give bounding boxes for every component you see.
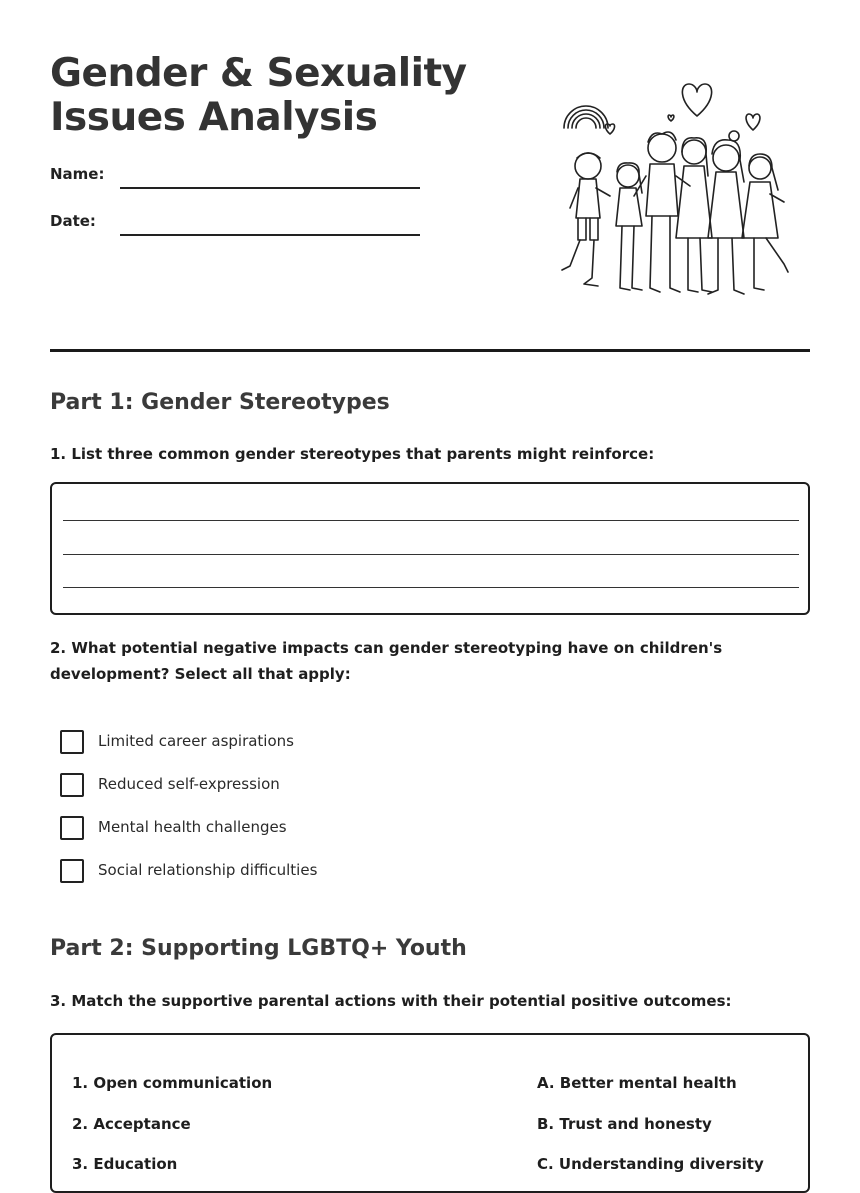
question-2: 2. What potential negative impacts can gender stereotyping have on children's development? Select all that apply: [50, 639, 723, 683]
rainbow-icon [564, 106, 608, 128]
answer-line[interactable] [63, 554, 799, 555]
question-1: 1. List three common gender stereotypes that parents might reinforce: [50, 445, 655, 463]
part1-title: Part 1: Gender Stereotypes [50, 390, 390, 415]
checkbox-label: Mental health challenges [98, 818, 287, 836]
children-group-illustration [548, 78, 798, 304]
child-figure [562, 153, 610, 286]
match-action[interactable]: 2. Acceptance [72, 1115, 191, 1133]
checkbox[interactable] [60, 859, 84, 883]
child-figure [676, 138, 712, 292]
part2-title: Part 2: Supporting LGBTQ+ Youth [50, 936, 467, 961]
child-figure [742, 154, 788, 290]
matching-box [50, 1033, 810, 1193]
match-action[interactable]: 1. Open communication [72, 1074, 273, 1092]
answer-box[interactable] [50, 482, 810, 615]
checkbox-label: Reduced self-expression [98, 775, 280, 793]
checkbox-option[interactable] [60, 730, 460, 754]
checkbox-option[interactable] [60, 859, 460, 883]
checkbox-label: Social relationship difficulties [98, 861, 318, 879]
match-outcome[interactable]: C. Understanding diversity [537, 1155, 764, 1173]
name-field[interactable] [120, 161, 420, 189]
answer-line[interactable] [63, 520, 799, 521]
name-field-row [50, 161, 420, 191]
child-figure [634, 132, 690, 292]
heart-icon [682, 84, 711, 116]
date-field[interactable] [120, 208, 420, 236]
checkbox[interactable] [60, 773, 84, 797]
question-3: 3. Match the supportive parental actions with their potential positive outcomes: [50, 992, 732, 1010]
checkbox[interactable] [60, 730, 84, 754]
match-outcome[interactable]: A. Better mental health [537, 1074, 737, 1092]
checkbox-label: Limited career aspirations [98, 732, 294, 750]
heart-icon [746, 114, 760, 130]
header-divider [50, 349, 810, 352]
date-label: Date: [50, 212, 96, 230]
worksheet-title [50, 52, 510, 140]
name-label: Name: [50, 165, 105, 183]
checkbox-option[interactable] [60, 816, 460, 840]
child-figure [616, 163, 642, 290]
title-line-1: Gender & Sexuality [50, 51, 467, 96]
date-field-row [50, 208, 420, 238]
title-line-2: Issues Analysis [50, 95, 378, 140]
answer-line[interactable] [63, 587, 799, 588]
heart-icon [605, 124, 614, 134]
match-outcome[interactable]: B. Trust and honesty [537, 1115, 712, 1133]
heart-icon [668, 115, 674, 121]
checkbox-option[interactable] [60, 773, 460, 797]
match-action[interactable]: 3. Education [72, 1155, 178, 1173]
checkbox[interactable] [60, 816, 84, 840]
child-figure [708, 131, 744, 294]
